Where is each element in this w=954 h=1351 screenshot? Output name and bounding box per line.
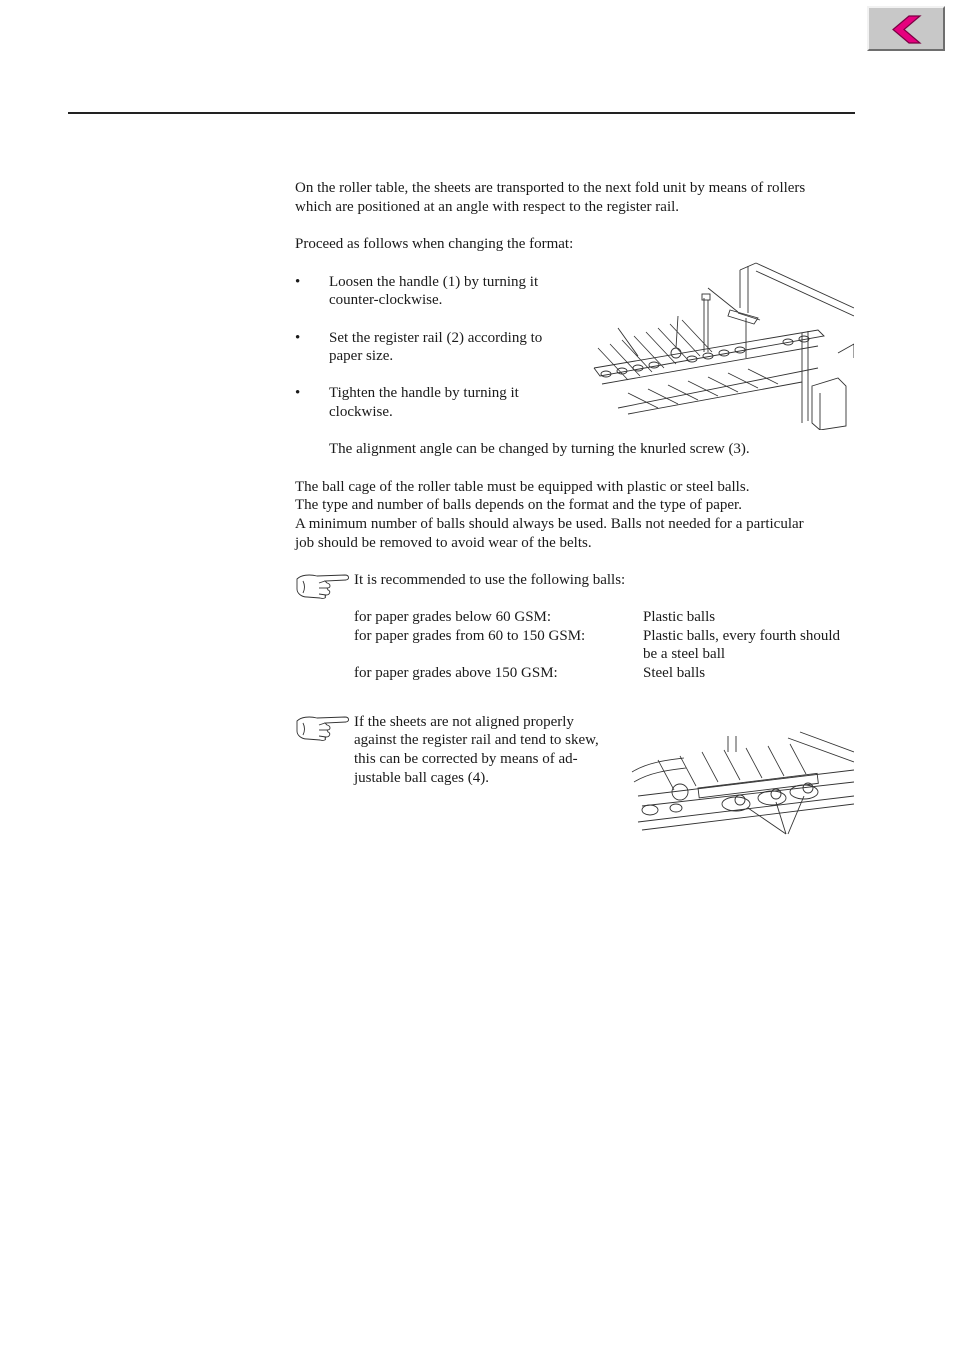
step-2-line-2: paper size. bbox=[329, 348, 394, 364]
ball-cage-line-1: The ball cage of the roller table must be equipped with plastic or steel balls. bbox=[295, 479, 750, 495]
recommend-intro: It is recommended to use the following balls: bbox=[354, 572, 626, 588]
ball-cage-line-3: A minimum number of balls should always be used. Balls not needed for a particular bbox=[295, 516, 804, 532]
step-1-line-1: Loosen the handle (1) by turning it bbox=[329, 274, 539, 290]
step-bullet: • bbox=[295, 274, 301, 290]
alignment-note: The alignment angle can be changed by turning the knurled screw (3). bbox=[329, 441, 750, 457]
step-2-line-1: Set the register rail (2) according to bbox=[329, 330, 543, 346]
intro-line-1: On the roller table, the sheets are transported to the next fold unit by means of rollers bbox=[295, 180, 806, 196]
step-bullet: • bbox=[295, 385, 301, 401]
balls-row-2-cont: be a steel ball bbox=[643, 646, 726, 662]
skew-note-line-3: this can be corrected by means of ad- bbox=[354, 751, 578, 767]
pointing-hand-icon bbox=[295, 571, 351, 605]
ball-cage-line-4: job should be removed to avoid wear of the belts. bbox=[295, 535, 592, 551]
balls-row-1: Plastic balls bbox=[643, 609, 716, 625]
skew-note-line-2: against the register rail and tend to skew, bbox=[354, 732, 599, 748]
step-3-line-2: clockwise. bbox=[329, 404, 393, 420]
pointing-hand-icon bbox=[295, 713, 351, 747]
header-rule bbox=[68, 112, 855, 114]
intro-line-2: which are positioned at an angle with respect to the register rail. bbox=[295, 199, 680, 215]
balls-row-3: Steel balls bbox=[643, 665, 706, 681]
grade-row-3: for paper grades above 150 GSM: bbox=[354, 665, 558, 681]
grade-row-1: for paper grades below 60 GSM: bbox=[354, 609, 552, 625]
skew-note-line-1: If the sheets are not aligned properly bbox=[354, 714, 574, 730]
roller-table-illustration bbox=[588, 258, 854, 430]
step-bullet: • bbox=[295, 330, 301, 346]
grade-row-2: for paper grades from 60 to 150 GSM: bbox=[354, 628, 586, 644]
step-1-line-2: counter-clockwise. bbox=[329, 292, 443, 308]
ball-cage-illustration bbox=[628, 730, 854, 836]
back-arrow-icon bbox=[889, 13, 923, 46]
balls-row-2: Plastic balls, every fourth should bbox=[643, 628, 841, 644]
back-button[interactable] bbox=[867, 6, 945, 51]
step-3-line-1: Tighten the handle by turning it bbox=[329, 385, 519, 401]
ball-cage-line-2: The type and number of balls depends on the format and the type of paper. bbox=[295, 497, 742, 513]
skew-note-line-4: justable ball cages (4). bbox=[354, 770, 489, 786]
proceed-text: Proceed as follows when changing the format: bbox=[295, 236, 574, 252]
